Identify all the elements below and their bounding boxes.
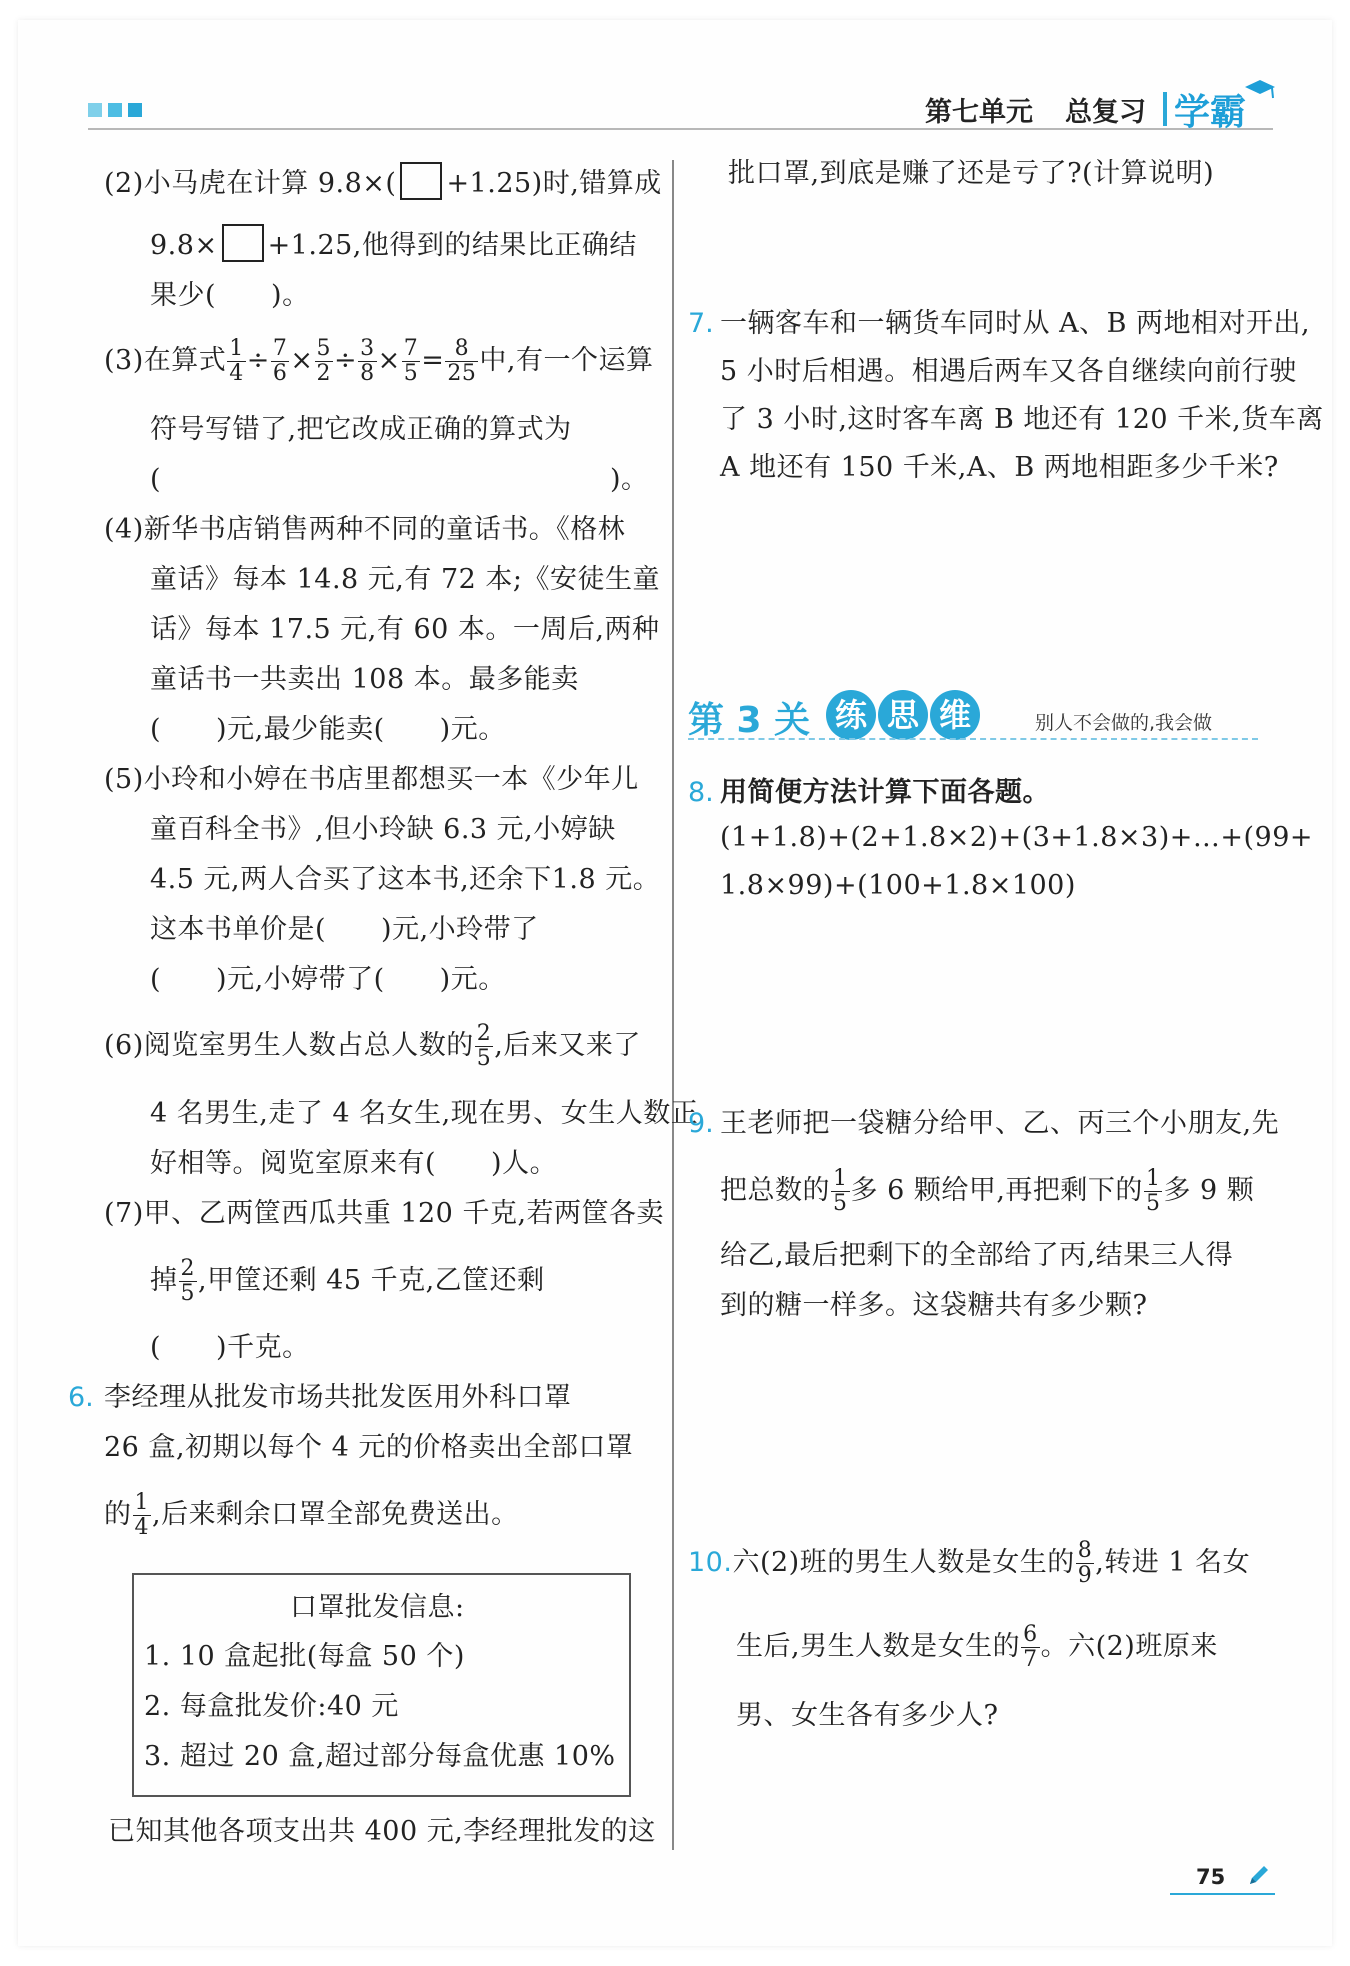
q4-line2: 童话》每本 14.8 元,有 72 本;《安徒生童 <box>150 564 660 595</box>
q7-line3: 了 3 小时,这时客车离 B 地还有 120 千米,货车离 <box>720 404 1324 435</box>
q6sub-line2: 4 名男生,走了 4 名女生,现在男、女生人数正 <box>150 1098 699 1129</box>
q5-line2: 童百科全书》,但小玲缺 6.3 元,小婷缺 <box>150 814 616 845</box>
q6-line1: 李经理从批发市场共批发医用外科口罩 <box>104 1382 572 1413</box>
q3-line1: (3)在算式 $\frac{1}{4}$ ÷ $\frac{7}{6}$ × $\frac{5}{2}$ ÷ $\frac{3}{8}$ × $\frac{7}{5}$ = $\frac{8}{25}$ 中,有一个运算 <box>104 336 654 386</box>
q6sub-line1: (6)阅览室男生人数占总人数的 $\frac{2}{5}$ ,后来又来了 <box>104 1021 641 1071</box>
q2-line2: 9.8× +1.25,他得到的结果比正确结 <box>150 224 637 262</box>
fraction: $\frac{7}{5}$ <box>403 336 419 386</box>
q9-line4: 到的糖一样多。这袋糖共有多少颗? <box>720 1290 1148 1321</box>
q10-line3: 男、女生各有多少人? <box>736 1700 999 1731</box>
header-decoration <box>88 103 142 117</box>
q7-line1: 一辆客车和一辆货车同时从 A、B 两地相对开出, <box>720 308 1311 339</box>
q7-number: 7. <box>688 308 714 339</box>
q7sub-line1: (7)甲、乙两筐西瓜共重 120 千克,若两筐各卖 <box>104 1198 665 1229</box>
level-badge: 思 <box>878 690 928 740</box>
q9-line3: 给乙,最后把剩下的全部给了丙,结果三人得 <box>720 1240 1234 1271</box>
answer-box[interactable] <box>222 224 264 262</box>
page-number-underline <box>1170 1893 1275 1895</box>
q6-number: 6. <box>68 1382 94 1413</box>
header-review: 总复习 <box>1065 97 1146 128</box>
q7sub-line2: 掉 $\frac{2}{5}$ ,甲筐还剩 45 千克,乙筐还剩 <box>150 1256 545 1306</box>
fraction: $\frac{1}{4}$ <box>229 336 244 386</box>
brand-logo: 学霸 <box>1174 92 1247 133</box>
q9-number: 9. <box>688 1108 714 1139</box>
level-badge: 维 <box>930 690 980 740</box>
q8-line2: (1+1.8)+(2+1.8×2)+(3+1.8×3)+…+(99+ <box>720 822 1314 853</box>
q6-continuation: 批口罩,到底是赚了还是亏了?(计算说明) <box>728 158 1215 189</box>
q6sub-line3: 好相等。阅览室原来有( )人。 <box>150 1148 558 1179</box>
q9-line1: 王老师把一袋糖分给甲、乙、丙三个小朋友,先 <box>720 1108 1280 1139</box>
q3-line2: 符号写错了,把它改成正确的算式为 <box>150 414 572 445</box>
fraction: $\frac{7}{6}$ <box>272 336 288 386</box>
q4-line5: ( )元,最少能卖( )元。 <box>150 714 506 745</box>
header-divider <box>1163 92 1167 126</box>
level-badge: 练 <box>826 690 876 740</box>
info-box-title: 口罩批发信息: <box>290 1592 465 1623</box>
graduation-cap-icon <box>1243 78 1277 100</box>
fraction: $\frac{1}{5}$ <box>833 1166 848 1216</box>
q10-line1: 10.六(2)班的男生人数是女生的 $\frac{8}{9}$ ,转进 1 名女 <box>688 1538 1251 1588</box>
q3-blank-close: )。 <box>610 464 649 495</box>
pencil-icon <box>1246 1862 1272 1888</box>
q5-line5: ( )元,小婷带了( )元。 <box>150 964 506 995</box>
q3-blank-open: ( <box>150 464 162 495</box>
info-box-item: 1. 10 盒起批(每盒 50 个) <box>144 1641 465 1672</box>
q8-number: 8. <box>688 777 714 808</box>
fraction: $\frac{6}{7}$ <box>1023 1622 1038 1672</box>
header-unit: 第七单元 <box>925 97 1033 128</box>
info-box-item: 2. 每盒批发价:40 元 <box>144 1691 399 1722</box>
q6-line2: 26 盒,初期以每个 4 元的价格卖出全部口罩 <box>104 1432 634 1463</box>
fraction: $\frac{2}{5}$ <box>180 1256 195 1306</box>
q7sub-line3: ( )千克。 <box>150 1332 310 1363</box>
level-subtitle: 别人不会做的,我会做 <box>1035 712 1213 734</box>
fraction: $\frac{1}{5}$ <box>1145 1166 1161 1216</box>
q8-line3: 1.8×99)+(100+1.8×100) <box>720 870 1076 901</box>
answer-box[interactable] <box>400 162 442 200</box>
q5-line1: (5)小玲和小婷在书店里都想买一本《少年儿 <box>104 764 639 795</box>
fraction: $\frac{1}{4}$ <box>134 1490 149 1540</box>
q5-line3: 4.5 元,两人合买了这本书,还余下1.8 元。 <box>150 864 661 895</box>
q2-line3: 果少( )。 <box>150 280 310 311</box>
q10-line2: 生后,男生人数是女生的 $\frac{6}{7}$ 。六(2)班原来 <box>736 1622 1218 1672</box>
q6-line3: 的 $\frac{1}{4}$ ,后来剩余口罩全部免费送出。 <box>104 1490 519 1540</box>
fraction: $\frac{2}{5}$ <box>476 1021 492 1071</box>
column-divider <box>672 160 674 1850</box>
q9-line2: 把总数的 $\frac{1}{5}$ 多 6 颗给甲,再把剩下的 $\frac{1}{5}$ 多 9 颗 <box>720 1166 1255 1216</box>
level-underline <box>688 738 1258 740</box>
info-box-item: 3. 超过 20 盒,超过部分每盒优惠 10% <box>144 1741 616 1772</box>
level-title: 第 3 关 <box>688 700 811 741</box>
q7-line4: A 地还有 150 千米,A、B 两地相距多少千米? <box>720 452 1279 483</box>
q8-line1: 用简便方法计算下面各题。 <box>720 777 1050 808</box>
q6-line4: 已知其他各项支出共 400 元,李经理批发的这 <box>108 1816 656 1847</box>
q2-line1: (2)小马虎在计算 9.8×( +1.25)时,错算成 <box>104 162 662 200</box>
q7-line2: 5 小时后相遇。相遇后两车又各自继续向前行驶 <box>720 356 1297 387</box>
fraction: $\frac{5}{2}$ <box>316 336 331 386</box>
fraction: $\frac{8}{25}$ <box>447 336 477 386</box>
q4-line3: 话》每本 17.5 元,有 60 本。一周后,两种 <box>150 614 660 645</box>
fraction: $\frac{3}{8}$ <box>360 336 375 386</box>
q4-line1: (4)新华书店销售两种不同的童话书。《格林 <box>104 514 626 545</box>
page-number: 75 <box>1196 1865 1226 1889</box>
q10-number: 10. <box>688 1547 733 1578</box>
q5-line4: 这本书单价是( )元,小玲带了 <box>150 914 539 945</box>
fraction: $\frac{8}{9}$ <box>1077 1538 1093 1588</box>
q4-line4: 童话书一共卖出 108 本。最多能卖 <box>150 664 579 695</box>
